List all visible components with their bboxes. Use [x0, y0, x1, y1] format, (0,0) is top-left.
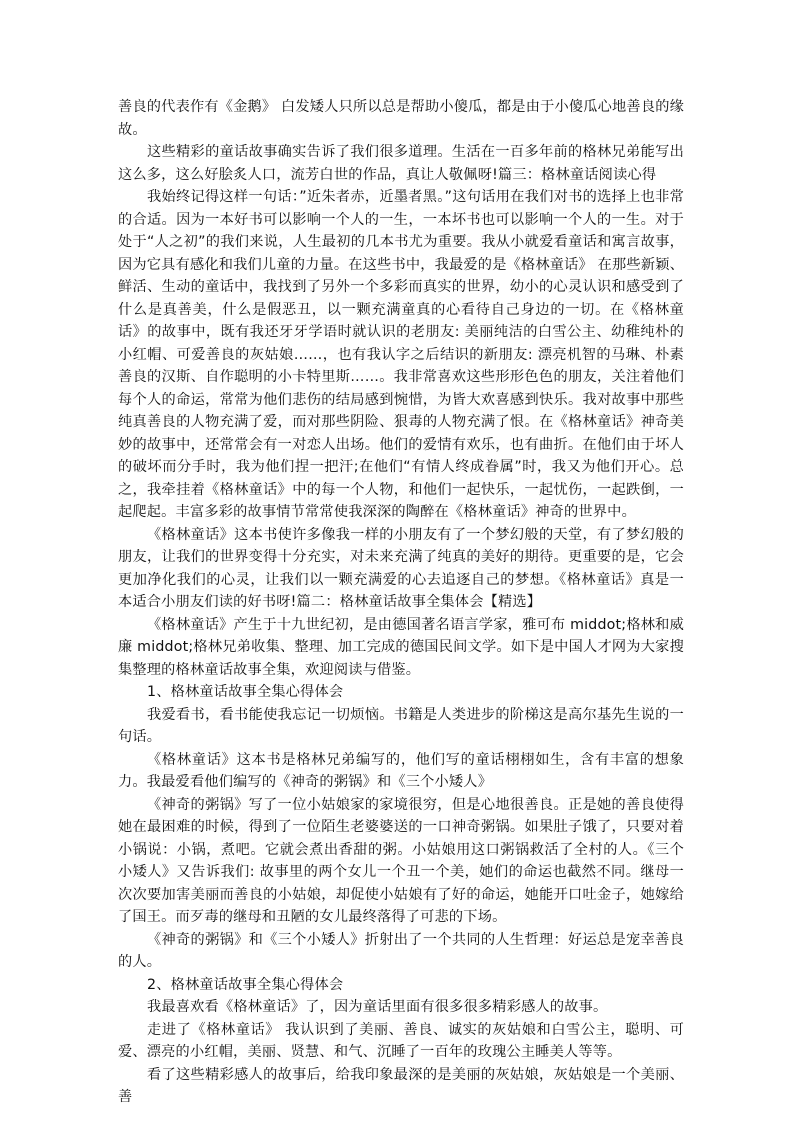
paragraph-5: 《格林童话》产生于十九世纪初，是由德国著名语言学家，雅可布 middot;格林和威廉 middot;格林兄弟收集、整理、加工完成的德国民间文学。如下是中国人才网为大家搜集整理的格林童话故事全集，欢迎阅读与借鉴。: [118, 616, 684, 678]
paragraph-2: 这些精彩的童话故事确实告诉了我们很多道理。生活在一百多年前的格林兄弟能写出这么多，这么好脍炙人口，流芳白世的作品，真让人敬佩呀!篇三：格林童话阅读心得: [118, 144, 684, 183]
section-heading-1: 1、格林童话故事全集心得体会: [147, 684, 344, 700]
paragraph-8: 《格林童话》这本书是格林兄弟编写的，他们写的童话栩栩如生，含有丰富的想象力。我最爱看他们编写的《神奇的粥锅》和《三个小矮人》: [118, 751, 684, 790]
section-heading-2: 2、格林童话故事全集心得体会: [147, 976, 344, 993]
paragraph-10: 《神奇的粥锅》和《三个小矮人》折射出了一个共同的人生哲理：好运总是宠幸善良的人。: [118, 931, 684, 970]
paragraph-7: 我爱看书，看书能使我忘记一切烦恼。书籍是人类进步的阶梯这是高尔基先生说的一句话。: [118, 706, 684, 745]
paragraph-14: 看了这些精彩感人的故事后，给我印象最深的是美丽的灰姑娘，灰姑娘是一个美丽、善: [118, 1066, 684, 1105]
paragraph-12: 我最喜欢看《格林童话》了，因为童话里面有很多很多精彩感人的故事。: [147, 999, 608, 1015]
paragraph-4: 《格林童话》这本书使许多像我一样的小朋友有了一个梦幻般的天堂，有了梦幻般的朋友，让我们的世界变得十分充实，对未来充满了纯真的美好的期待。更重要的是，它会更加净化我们的心灵，让我们以一颗充满爱的心去追逐自己的梦想。《格林童话》真是一本适合小朋友们读的好书呀!篇二：格林童话故事全集体会【精选】: [118, 526, 684, 610]
paragraph-1: 善良的代表作有《金鹅》 白发矮人只所以总是帮助小傻瓜，都是由于小傻瓜心地善良的缘故。: [118, 99, 684, 138]
paragraph-9: 《神奇的粥锅》写了一位小姑娘家的家境很穷，但是心地很善良。正是她的善良使得她在最困难的时候，得到了一位陌生老婆婆送的一口神奇粥锅。如果肚子饿了，只要对着小锅说：小锅，煮吧。它就会煮出香甜的粥。小姑娘用这口粥锅救活了全村的人。《三个小矮人》又告诉我们: 故事里的两个女儿一个丑一个美，她们的命运也截然不同。继母一次次要加害美丽而善良的小姑娘，却促使小姑娘有了好的命运，她能开口吐金子，她嫁给了国王。而歹毒的继母和丑陋的女儿最终落得了可悲的下场。: [118, 796, 684, 925]
paragraph-13: 走进了《格林童话》 我认识到了美丽、善良、诚实的灰姑娘和白雪公主，聪明、可爱、漂亮的小红帽，美丽、贤慧、和气、沉睡了一百年的玫瑰公主睡美人等等。: [118, 1021, 684, 1060]
document-body: [118, 96, 684, 1109]
paragraph-3: 我始终记得这样一句话：”近朱者赤，近墨者黑。”这句话用在我们对书的选择上也非常的合适。因为一本好书可以影响一个人的一生，一本坏书也可以影响一个人的一生。对于处于“人之初”的我们来说，人生最初的几本书尤为重要。我从小就爱看童话和寓言故事，因为它具有感化和我们儿童的力量。在这些书中，我最爱的是《格林童话》 在那些新颖、鲜活、生动的童话中，我找到了另外一个多彩而真实的世界，幼小的心灵认识和感受到了什么是真善美，什么是假恶丑，以一颗充满童真的心看待自己身边的一切。在《格林童话》的故事中，既有我还牙牙学语时就认识的老朋友: 美丽纯洁的白雪公主、幼稚纯朴的小红帽、可爱善良的灰姑娘……，也有我认字之后结识的新朋友: 漂亮机智的马琳、朴素善良的汉斯、自作聪明的小卡特里斯……。我非常喜欢这些形形色色的朋友，关注着他们每个人的命运，常常为他们悲伤的结局感到惋惜，为皆大欢喜感到快乐。我对故事中那些纯真善良的人物充满了爱，而对那些阴险、狠毒的人物充满了恨。在《格林童话》神奇美妙的故事中，还常常会有一对恋人出场。他们的爱情有欢乐，也有曲折。在他们由于坏人的破坏而分手时，我为他们捏一把汗;在他们“有情人终成眷属”时，我又为他们开心。总之，我牵挂着《格林童话》中的每一个人物，和他们一起快乐，一起忧伤，一起跌倒，一起爬起。丰富多彩的故事情节常常使我深深的陶醉在《格林童话》神奇的世界中。: [118, 189, 684, 520]
